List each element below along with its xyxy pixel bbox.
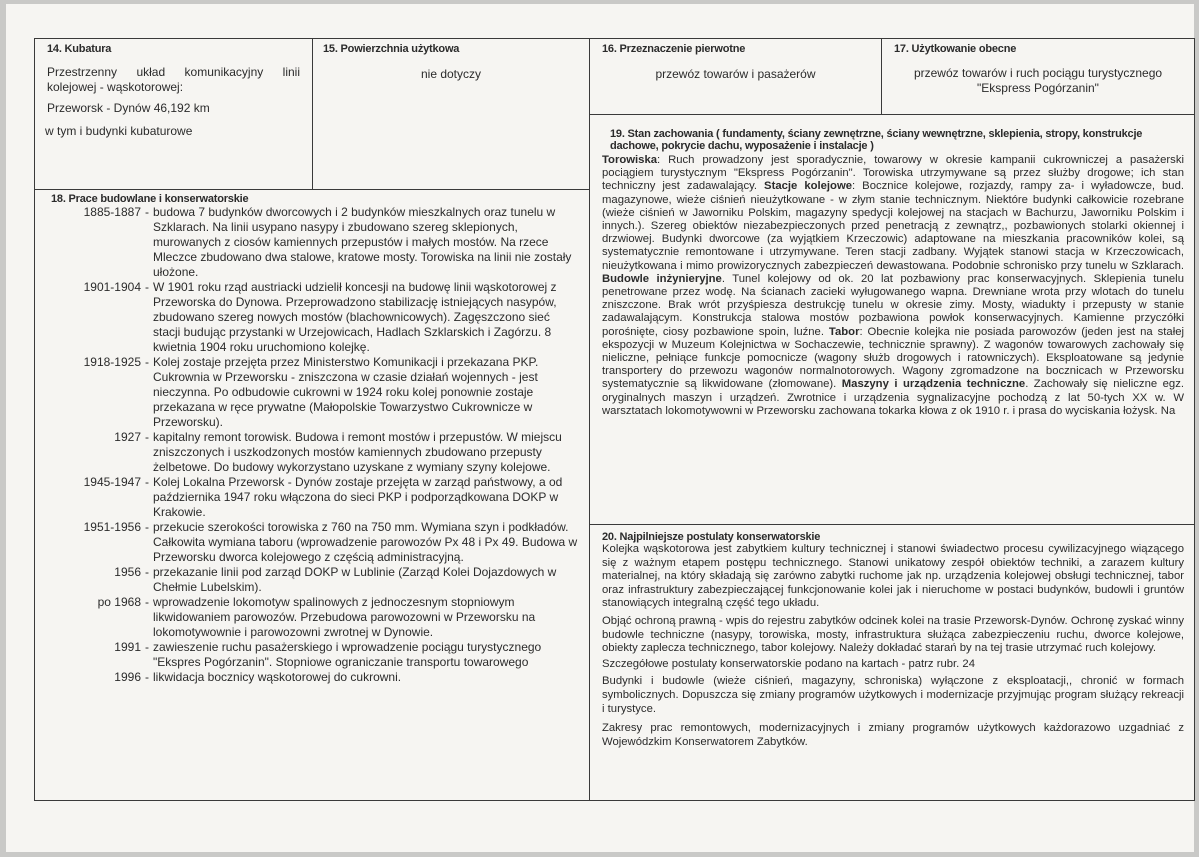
work-entry (35, 430, 579, 475)
work-entry (35, 280, 579, 355)
dash-separator: - (145, 670, 149, 684)
dash-separator: - (145, 430, 149, 444)
section-15-powierzchnia (312, 38, 590, 190)
kw-maszyny: Maszyny i urządzenia techniczne (841, 378, 1026, 391)
dash-separator: - (145, 475, 149, 489)
kw-torowiska: Torowiska (602, 154, 658, 166)
work-entry-year: 1991 (114, 640, 141, 654)
section-20-paragraph-1: Kolejka wąskotorowa jest zabytkiem kultury technicznej i stanowi świadectwo procesu cywilizacyjnego wiązącego się z ważnym etapem postępu technicznego. Stanowi unikatowy zespół obiektów techniki, a zarazem kultury materialnej, na który składają się zarówno zabytki ruchome jak np. urządzenia kolejowej obsługi technicznej, tabor oraz infrastruktury zabezpieczającej funkcjonowanie kolei jak i nieruchome w postaci budynków, budowli i gruntów stanowiących integralną część tego układu. (602, 543, 1184, 610)
section-15-title: 15. Powierzchnia użytkowa (323, 43, 460, 55)
kw-stacje: Stacje kolejowe (764, 180, 853, 193)
work-entry-text: Kolej Lokalna Przeworsk - Dynów zostaje przejęta w zarząd państwowy, a od października 1947 roku włączona do sieci PKP i podporządkowana DOKP w Krakowie. (153, 475, 563, 519)
section-14-text-1: Przestrzenny układ komunikacyjny linii kolejowej - wąskotorowej: (47, 65, 300, 94)
text-torowiska: : Ruch prowadzony jest sporadycznie, towarowy w okresie kampanii cukrowniczej a pasażerski pociągiem turystycznym "Ekspress Pogórzanin". Torowiska utrzymywane są przez służby drogowe; ich stan techniczny jest zadawalający. (602, 154, 1184, 193)
work-entry-text: zawieszenie ruchu pasażerskiego i wprowadzenie pociągu turystycznego "Ekspres Pogórzanin". Stopniowe ograniczanie transportu towarowego (153, 640, 542, 669)
work-entry (35, 520, 579, 565)
work-entry-year: 1951-1956 (83, 520, 141, 534)
section-20-paragraph-3: Szczegółowe postulaty konserwatorskie podano na kartach - patrz rubr. 24 (602, 657, 976, 670)
dash-separator: - (145, 205, 149, 219)
kw-budowle: Budowle inżynieryjne (602, 272, 722, 285)
section-16-text: przewóz towarów i pasażerów (655, 67, 816, 81)
section-16-przeznaczenie (589, 38, 882, 115)
section-18-title: 18. Prace budowlane i konserwatorskie (51, 193, 249, 205)
kw-tabor: Tabor (828, 325, 860, 338)
dash-separator: - (145, 355, 149, 369)
text-tabor: : Obecnie kolejka nie posiada parowozów (jeden jest na stałej ekspozycji w Muzeum Kolejnictwa w Sochaczewie, technicznie sprawny). Z wagonów towarowych zachowały się nieliczne, pełniące funkcje pomocnicze (wagony służb drogowych i ratowniczych). Eksploatowane są jedynie transportery do przewozu wagonów normalnotorowych. Wagony zgromadzone na bocznicach w Przeworsku systematycznie są likwidowane (złomowane). (602, 325, 1184, 391)
text-budowle: . Tunel kolejowy od ok. 20 lat pozbawiony prac konserwacyjnych. Sklepienia tunelu penetrowane przez wodę. Na ścianach zacieki wyługowanego wapna. Drewniane wrota przy wlotach do tunelu zniszczone. Brak wrót przyśpiesza destrukcję tunelu w okresie zimy. Mosty, wiadukty i przepusty w stanie zadawalającym. Konstrukcja stalowa mostów pozbawiona powłok konserwacyjnych. Kamienne przyczółki porośnięte, ciosy pozbawione spoin, luźne. (602, 272, 1184, 338)
section-15-text: nie dotyczy (420, 67, 482, 81)
work-entry-year: 1927 (114, 430, 141, 444)
record-card (6, 4, 1194, 852)
section-14-text-3: w tym i budynki kubaturowe (45, 124, 193, 138)
section-19-stan (589, 114, 1195, 525)
section-19-text (602, 154, 1184, 418)
text-maszyny: . Zachowały się nieliczne egz. oryginalnych maszyn i urządzeń. Zwrotnice i urządzenia sygnalizacyjne pochodzą z lat 50-tych XX w. W warsztatach lokomotywowni w Przeworsku zachowana tokarka kłowa z ok 1910 r. i prasa do wyciskania łożysk. Na (602, 378, 1184, 417)
section-19-title: 19. Stan zachowania ( fundamenty, ściany zewnętrzne, ściany wewnętrzne, sklepienia, stropy, konstrukcje dachowe, pokrycie dachu, wyposażenie i instalacje ) (610, 128, 1143, 152)
work-entry-text: wprowadzenie lokomotyw spalinowych z jednoczesnym stopniowym likwidowaniem parowozów. Przebudowa parowozowni w Przeworsku na lokomotywownie i parowozowni zwrotnej w Dynowie. (153, 595, 536, 639)
dash-separator: - (145, 520, 149, 534)
work-entry (35, 640, 579, 670)
work-entry (35, 565, 579, 595)
work-entry-year: 1996 (114, 670, 141, 684)
dash-separator: - (145, 280, 149, 294)
section-14-kubatura (34, 38, 313, 190)
section-20-paragraph-4: Budynki i budowle (wieże ciśnień, magazyny, schroniska) wyłączone z eksploatacji,, chronić w formach symbolicznych. Dopuszcza się zmiany programów użytkowych i modernizacje przyjmując program służący rekreacji i turystyce. (602, 675, 1184, 715)
work-entry-text: kapitalny remont torowisk. Budowa i remont mostów i przepustów. W miejscu zniszczonych i uszkodzonych mostów kamiennych zbudowano przepusty żelbetowe. Do budowy wykorzystano uzyskane z wymiany szyny kolejowe. (153, 430, 562, 474)
section-18-entries (35, 205, 579, 685)
section-17-text: przewóz towarów i ruch pociągu turystycznego "Ekspress Pogórzanin" (913, 66, 1163, 95)
work-entry-year: po 1968 (97, 595, 141, 609)
work-entry-text: Kolej zostaje przejęta przez Ministerstwo Komunikacji i przekazana PKP. Cukrownia w Przeworsku - zniszczona w czasie działań wojennych - jest nieczynna. Po odbudowie cukrowni w 1924 roku kolej ponownie zostaje przekazana w ręce prywatne (Małopolskie Towarzystwo Cukrownicze w Przeworsku). (153, 355, 539, 429)
work-entry-text: przekucie szerokości torowiska z 760 na 750 mm. Wymiana szyn i podkładów. Całkowita wymiana taboru (wprowadzenie parowozów Px 48 i Px 49. Budowa w Przeworsku dworca kolejowego z częścią administracyjną. (153, 520, 578, 564)
section-16-title: 16. Przeznaczenie pierwotne (602, 43, 746, 55)
text-stacje: : Bocznice kolejowe, rozjazdy, rampy za- i wyładowcze, bud. magazynowe, wieże ciśnień nieużytkowane - w złym stanie technicznym. Niektóre budynki całkowicie rozebrane (wieże ciśnień w Jaworniku Polskim, magazyny spedycji kolejowej na stacjach w Bachurzu, Jaworniku Polskim i innych.). Szereg obiektów niezabezpieczonych przed penetracją z zewnątrz,, pozbawionych stolarki okiennej i drzwiowej. Budynki dworcowe (za wyjątkiem Krzeczowic) adaptowane na mieszkania pracowników kolei, są systematycznie remontowane i utrzymywane. Teren stacji zadbany. Wyjątek stanowi stacja w Krzeczowicach, nieużytkowana i mimo prowizorycznych zabezpieczeń dewastowana. Podobnie schronisko przy tunelu w Szklarach. (602, 180, 1185, 272)
section-20-paragraph-2: Objąć ochroną prawną - wpis do rejestru zabytków odcinek kolei na trasie Przeworsk-Dynów. Ochronę zyskać winny budowle techniczne (nasypy, torowiska, mosty, infrastruktura służąca zabezpieczeniu ruchu, dworce kolejowe, obiekty zaplecza technicznego, tabor kolejowy. Należy dokładać starań by na tej trasie utrzymać ruch kolejowy. (602, 614, 1184, 655)
section-20-title: 20. Najpilniejsze postulaty konserwatorskie (602, 531, 821, 543)
work-entry-text: budowa 7 budynków dworcowych i 2 budynków mieszkalnych oraz tunelu w Szklarach. Na linii usypano nasypy i zbudowano szereg sklepionych, murowanych z ciosów kamiennych przepustów i małych mostów. Na rzece Mleczce zbudowano dwa stalowe, kratowe mosty. Torowiska na linii nie zostały ułożone. (153, 205, 572, 279)
work-entry-text: przekazanie linii pod zarząd DOKP w Lublinie (Zarząd Kolei Dojazdowych w Chełmie Lubelskim). (153, 565, 557, 594)
dash-separator: - (145, 640, 149, 654)
work-entry-text: likwidacja bocznicy wąskotorowej do cukrowni. (153, 670, 402, 684)
dash-separator: - (145, 565, 149, 579)
work-entry-text: W 1901 roku rząd austriacki udzielił koncesji na budowę linii wąskotorowej z Przeworska do Dynowa. Przeprowadzono stabilizację istniejących nasypów, zbudowano szereg nowych mostów (blachownicowych). Zagęszczono sieć stacji budując przystanki w Urzejowicach, Hadlach Szklarskich i Zagórzu. 8 kwietnia 1904 roku uruchomiono kolejkę. (153, 280, 557, 354)
work-entry (35, 595, 579, 640)
section-14-title: 14. Kubatura (47, 43, 112, 55)
section-18-prace (34, 189, 590, 801)
section-17-uzytkowanie (881, 38, 1195, 115)
work-entry-year: 1956 (114, 565, 141, 579)
section-20-postulaty (589, 524, 1195, 801)
work-entry-year: 1918-1925 (83, 355, 141, 369)
dash-separator: - (145, 595, 149, 609)
work-entry-year: 1901-1904 (83, 280, 141, 294)
work-entry (35, 670, 579, 685)
work-entry (35, 475, 579, 520)
work-entry (35, 355, 579, 430)
work-entry (35, 205, 579, 280)
section-14-text-2: Przeworsk - Dynów 46,192 km (47, 101, 210, 115)
section-17-title: 17. Użytkowanie obecne (894, 43, 1017, 55)
section-20-paragraph-5: Zakresy prac remontowych, modernizacyjnych i zmiany programów użytkowych każdorazowo uzgadniać z Wojewódzkim Konserwatorem Zabytków. (602, 722, 1184, 748)
work-entry-year: 1945-1947 (83, 475, 141, 489)
work-entry-year: 1885-1887 (83, 205, 141, 219)
